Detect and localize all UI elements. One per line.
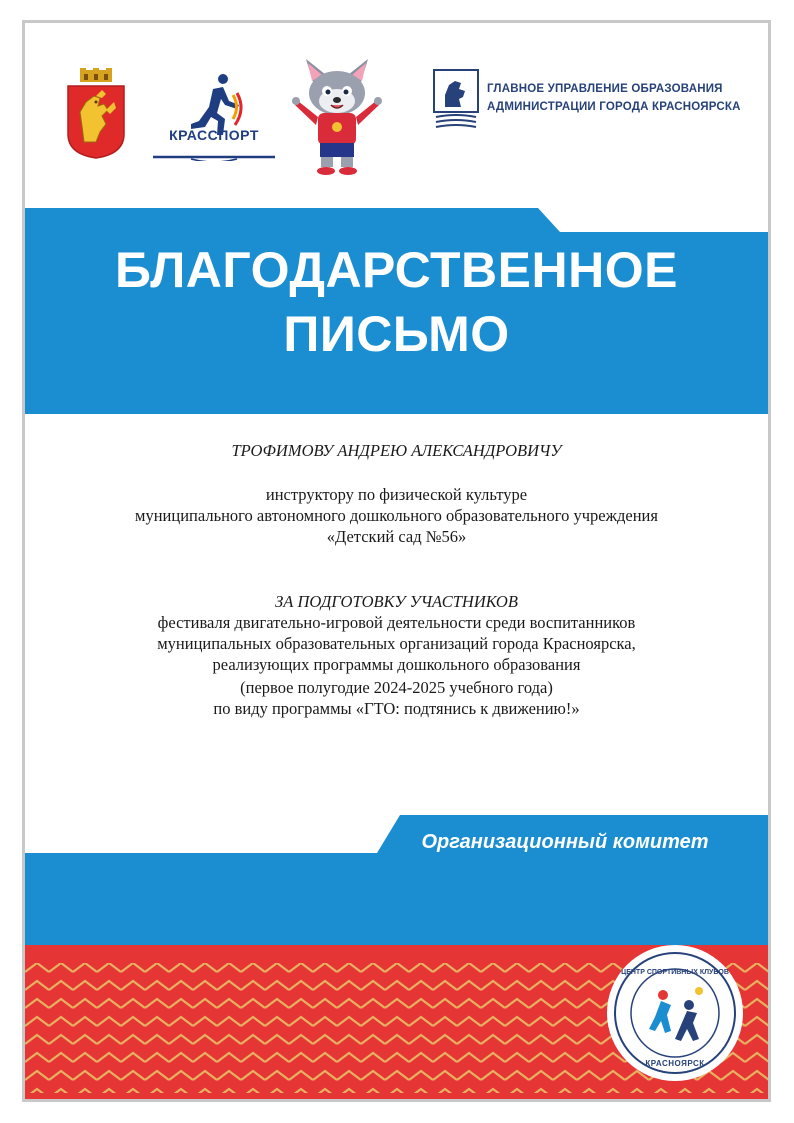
organizing-committee: Организационный комитет: [421, 831, 709, 853]
recipient-position-1: инструктору по физической культуре: [265, 485, 528, 504]
badge-bottom-text: КРАСНОЯРСК: [645, 1059, 705, 1068]
department-line-1: ГЛАВНОЕ УПРАВЛЕНИЕ ОБРАЗОВАНИЯ: [487, 83, 723, 95]
recipient-position-3: «Детский сад №56»: [326, 527, 467, 546]
reason-line-1: фестиваля двигательно-игровой деятельности среди воспитанников: [157, 613, 636, 632]
reason-heading: ЗА ПОДГОТОВКУ УЧАСТНИКОВ: [275, 592, 518, 611]
department-line-2: АДМИНИСТРАЦИИ ГОРОДА КРАСНОЯРСКА: [487, 101, 741, 113]
letter-frame: [22, 20, 771, 1102]
title-line-1: БЛАГОДАРСТВЕННОЕ: [115, 242, 678, 298]
title-line-2: ПИСЬМО: [283, 306, 510, 362]
reason-line-3: реализующих программы дошкольного образования: [212, 655, 581, 674]
department-emblem-icon: [433, 69, 479, 131]
mascot-icon: [292, 55, 382, 177]
coat-of-arms-icon: [66, 68, 126, 160]
recipient-name: ТРОФИМОВУ АНДРЕЮ АЛЕКСАНДРОВИЧУ: [231, 441, 562, 460]
krassport-logo-icon: [151, 73, 277, 161]
krassport-label: КРАССПОРТ: [169, 127, 259, 143]
reason-line-5: по виду программы «ГТО: подтянись к движению!»: [213, 699, 580, 718]
badge-top-text: ЦЕНТР СПОРТИВНЫХ КЛУБОВ: [621, 969, 729, 976]
reason-line-4: (первое полугодие 2024-2025 учебного года): [240, 678, 553, 697]
reason-line-2: муниципальных образовательных организаций города Красноярска,: [157, 634, 636, 653]
recipient-position-2: муниципального автономного дошкольного образовательного учреждения: [135, 506, 658, 525]
